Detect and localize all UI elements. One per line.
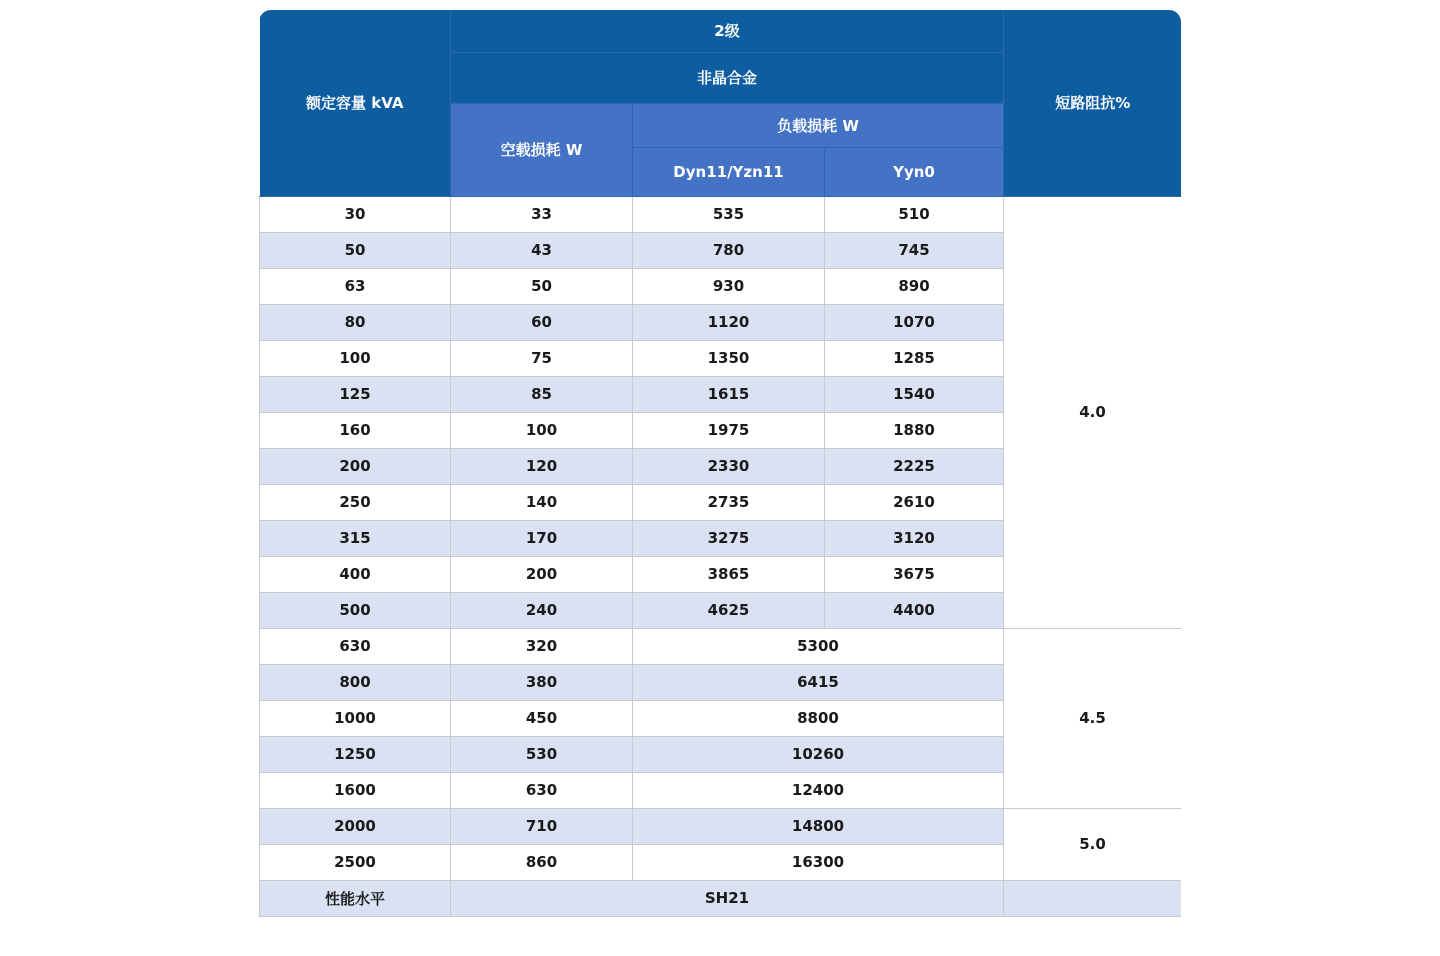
cell-dyn: 1975: [633, 412, 825, 448]
header-dyn11: Dyn11/Yzn11: [633, 147, 825, 196]
cell-no-load: 33: [451, 196, 633, 232]
cell-yyn: 510: [825, 196, 1004, 232]
cell-kva: 500: [260, 592, 451, 628]
cell-no-load: 100: [451, 412, 633, 448]
header-level: 2级: [451, 10, 1004, 52]
cell-impedance: 5.0: [1004, 808, 1182, 880]
cell-kva: 800: [260, 664, 451, 700]
cell-no-load: 43: [451, 232, 633, 268]
cell-no-load: 120: [451, 448, 633, 484]
cell-yyn: 3120: [825, 520, 1004, 556]
cell-dyn: 2735: [633, 484, 825, 520]
cell-yyn: 2610: [825, 484, 1004, 520]
performance-row: [260, 880, 1182, 916]
table-header: [260, 10, 1182, 196]
cell-no-load: 240: [451, 592, 633, 628]
cell-dyn: 4625: [633, 592, 825, 628]
table-row: [260, 628, 1182, 664]
cell-kva: 1600: [260, 772, 451, 808]
cell-no-load: 860: [451, 844, 633, 880]
header-load-loss: 负载损耗 W: [633, 103, 1004, 147]
cell-no-load: 85: [451, 376, 633, 412]
cell-no-load: 530: [451, 736, 633, 772]
performance-label: 性能水平: [260, 880, 451, 916]
cell-yyn: 745: [825, 232, 1004, 268]
cell-no-load: 450: [451, 700, 633, 736]
table-row: [260, 808, 1182, 844]
cell-load: 10260: [633, 736, 1004, 772]
cell-load: 14800: [633, 808, 1004, 844]
cell-kva: 1250: [260, 736, 451, 772]
performance-value: SH21: [451, 880, 1004, 916]
cell-kva: 400: [260, 556, 451, 592]
header-material: 非晶合金: [451, 52, 1004, 103]
cell-kva: 50: [260, 232, 451, 268]
cell-yyn: 3675: [825, 556, 1004, 592]
cell-load: 16300: [633, 844, 1004, 880]
cell-no-load: 170: [451, 520, 633, 556]
cell-kva: 125: [260, 376, 451, 412]
cell-kva: 100: [260, 340, 451, 376]
cell-kva: 160: [260, 412, 451, 448]
cell-yyn: 890: [825, 268, 1004, 304]
cell-kva: 63: [260, 268, 451, 304]
cell-kva: 250: [260, 484, 451, 520]
cell-dyn: 780: [633, 232, 825, 268]
cell-dyn: 3865: [633, 556, 825, 592]
cell-no-load: 140: [451, 484, 633, 520]
cell-kva: 200: [260, 448, 451, 484]
table-body: [260, 196, 1182, 916]
cell-no-load: 200: [451, 556, 633, 592]
cell-yyn: 4400: [825, 592, 1004, 628]
cell-kva: 1000: [260, 700, 451, 736]
cell-yyn: 1880: [825, 412, 1004, 448]
performance-impedance: [1004, 880, 1182, 916]
cell-load: 12400: [633, 772, 1004, 808]
cell-dyn: 535: [633, 196, 825, 232]
cell-no-load: 50: [451, 268, 633, 304]
header-rated-capacity: 额定容量 kVA: [260, 10, 451, 196]
cell-kva: 315: [260, 520, 451, 556]
header-yyn0: Yyn0: [825, 147, 1004, 196]
cell-kva: 30: [260, 196, 451, 232]
table-row: [260, 196, 1182, 232]
cell-kva: 630: [260, 628, 451, 664]
cell-dyn: 1615: [633, 376, 825, 412]
cell-dyn: 1350: [633, 340, 825, 376]
cell-no-load: 60: [451, 304, 633, 340]
cell-load: 6415: [633, 664, 1004, 700]
cell-no-load: 630: [451, 772, 633, 808]
cell-yyn: 2225: [825, 448, 1004, 484]
cell-no-load: 380: [451, 664, 633, 700]
cell-dyn: 930: [633, 268, 825, 304]
cell-kva: 80: [260, 304, 451, 340]
cell-yyn: 1285: [825, 340, 1004, 376]
header-no-load-loss: 空载损耗 W: [451, 103, 633, 196]
header-impedance: 短路阻抗%: [1004, 10, 1182, 196]
cell-load: 5300: [633, 628, 1004, 664]
cell-yyn: 1540: [825, 376, 1004, 412]
cell-dyn: 3275: [633, 520, 825, 556]
cell-no-load: 75: [451, 340, 633, 376]
cell-kva: 2500: [260, 844, 451, 880]
cell-impedance: 4.0: [1004, 196, 1182, 628]
cell-impedance: 4.5: [1004, 628, 1182, 808]
cell-kva: 2000: [260, 808, 451, 844]
cell-no-load: 710: [451, 808, 633, 844]
cell-no-load: 320: [451, 628, 633, 664]
spec-table-container: [259, 10, 1181, 917]
transformer-spec-table: [259, 10, 1181, 917]
cell-yyn: 1070: [825, 304, 1004, 340]
cell-dyn: 2330: [633, 448, 825, 484]
cell-load: 8800: [633, 700, 1004, 736]
cell-dyn: 1120: [633, 304, 825, 340]
